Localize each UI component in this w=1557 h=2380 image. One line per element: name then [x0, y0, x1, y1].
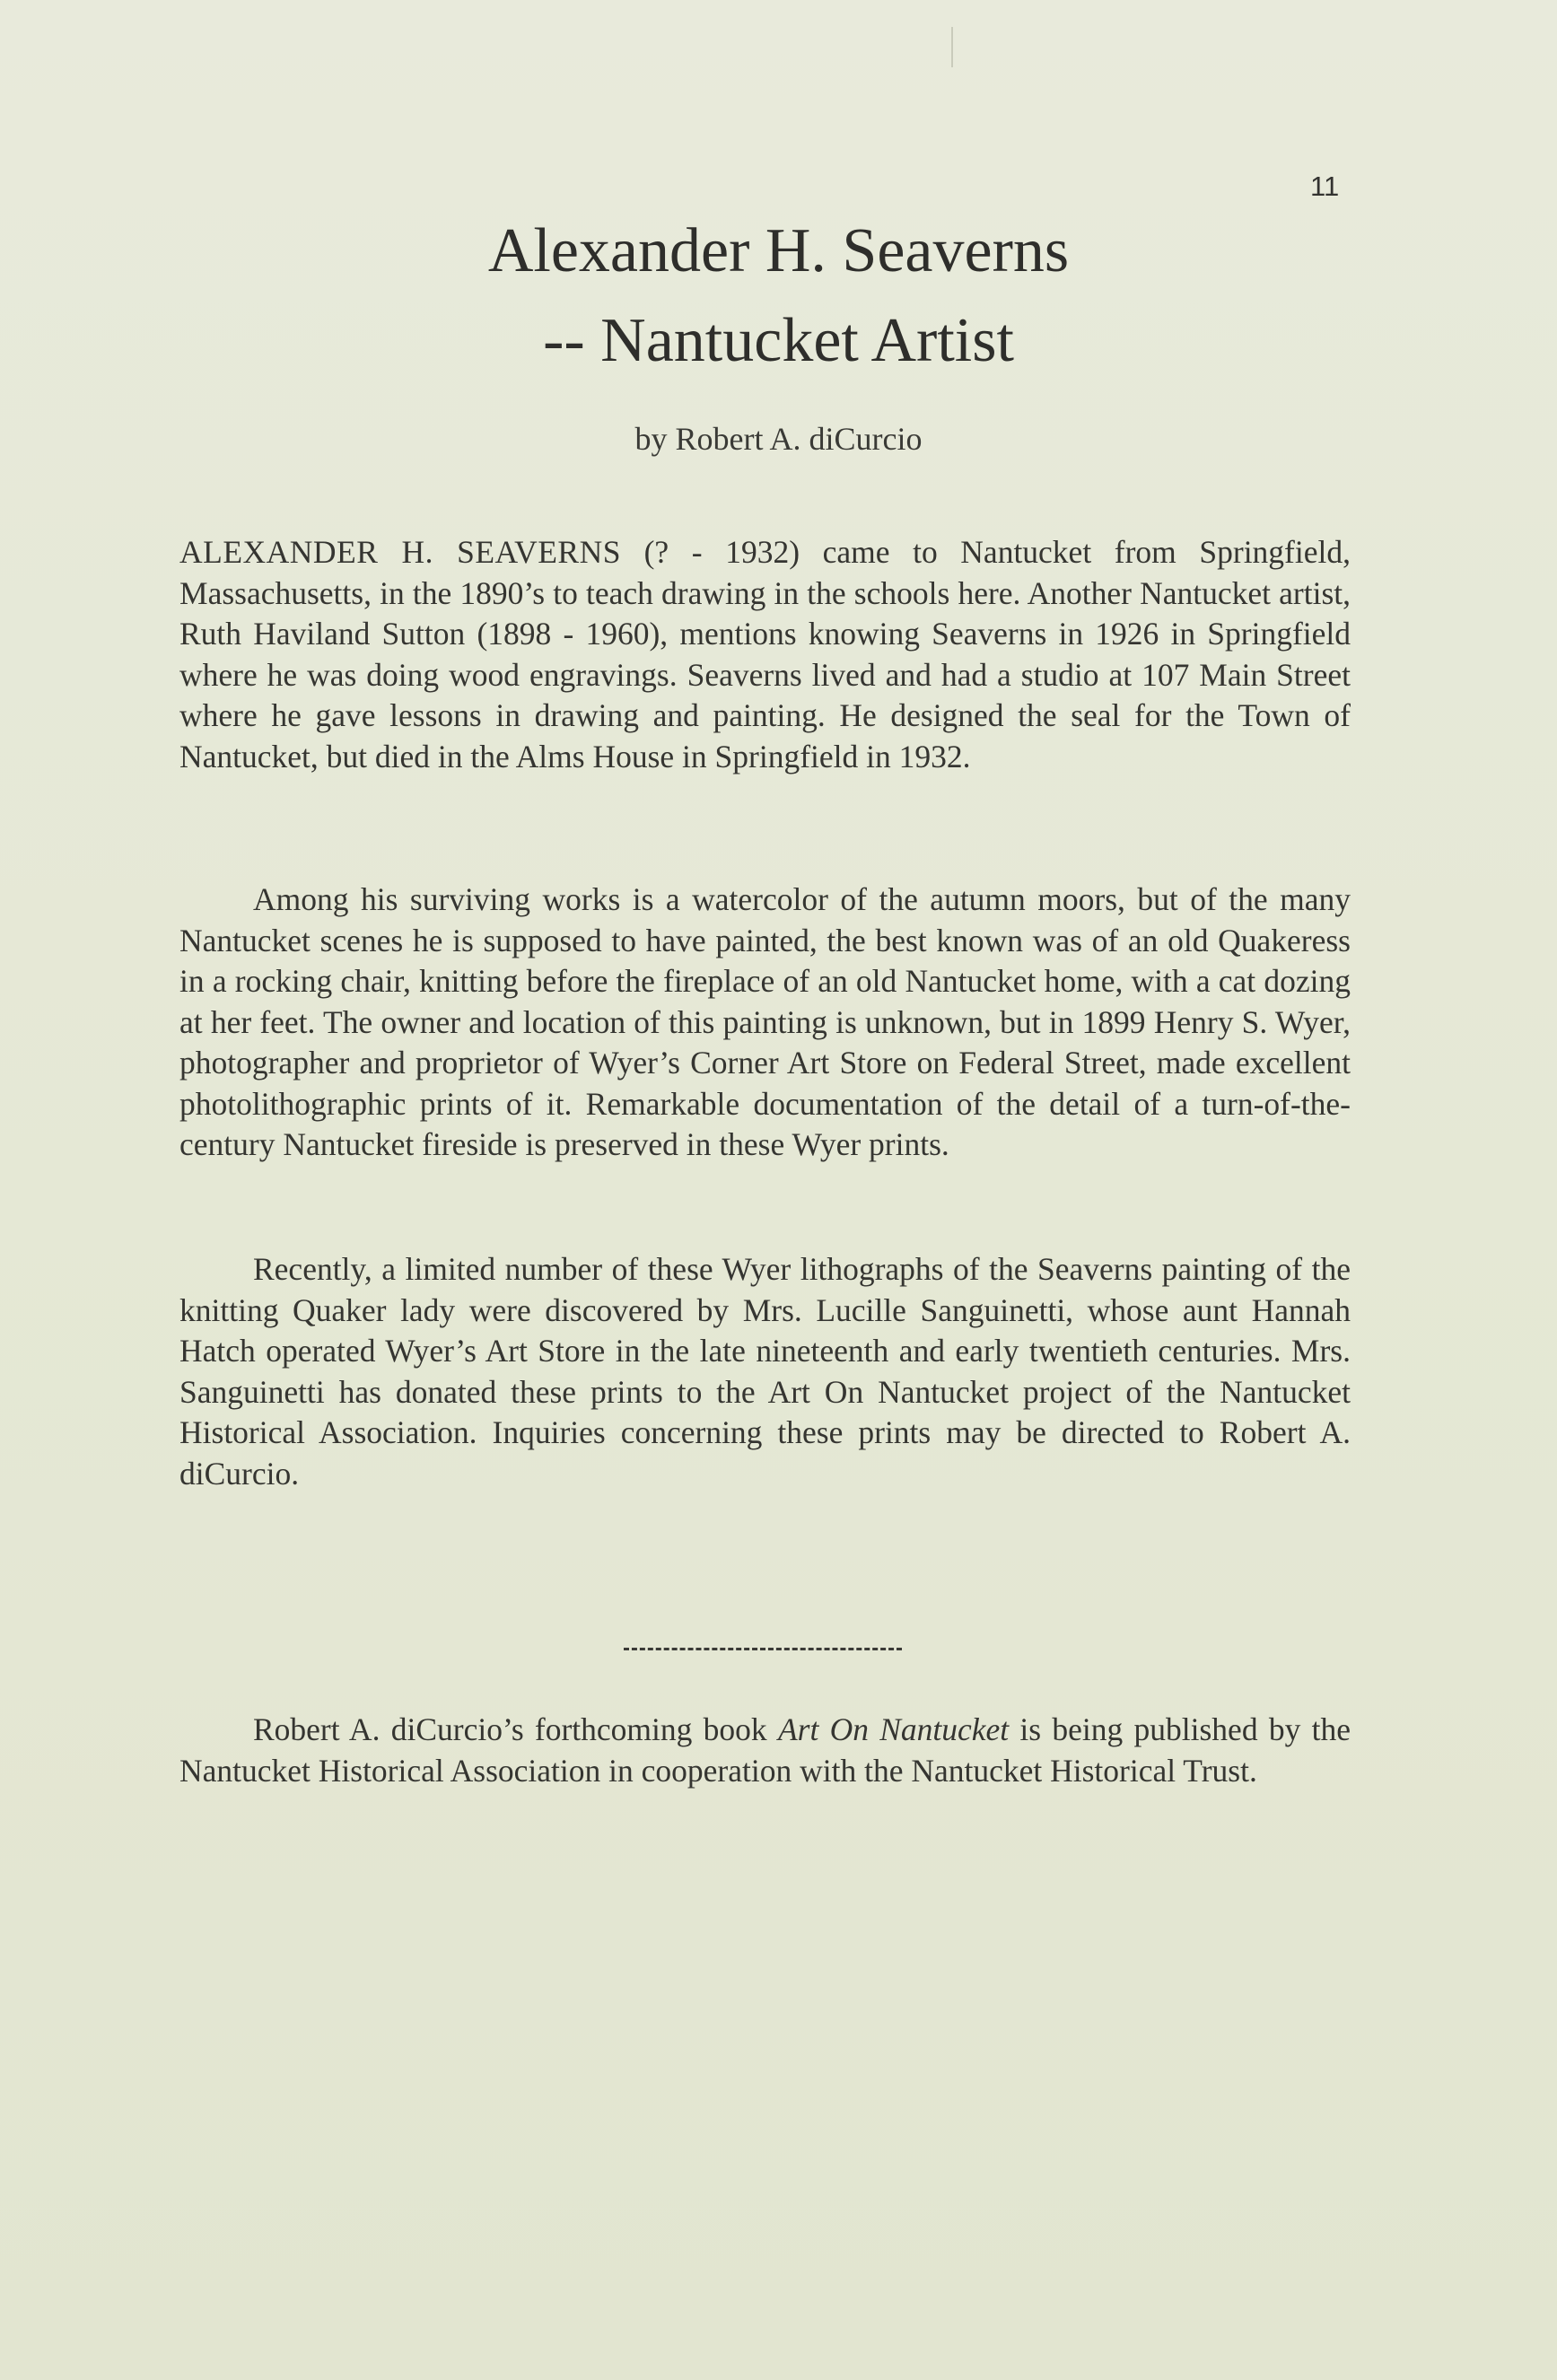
article-title-line-2: -- Nantucket Artist: [543, 306, 1014, 375]
paragraph-intro: [179, 532, 1351, 777]
author-note-before: Robert A. diCurcio’s forthcoming book: [253, 1711, 778, 1747]
page-number: 11: [1310, 171, 1340, 202]
paragraph-surviving-works: Among his surviving works is a watercolor of the autumn moors, but of the many Nantucket scenes he is supposed to have painted, the best known was of an old Quakeress in a rocking chair, knitting before the fireplace of an old Nantucket home, with a cat dozing at her feet. The owner and location of this painting is unknown, but in 1899 Henry S. Wyer, photographer and proprietor of Wyer’s Corner Art Store on Federal Street, made excellent photolithographic prints of it. Remarkable documentation of the detail of a turn-of-the-century Nantucket fireside is preserved in these Wyer prints.: [179, 881, 1351, 1162]
paragraph-intro-lead: ALEXANDER H. SEAVERNS: [179, 534, 621, 570]
paragraph-intro-body: (? - 1932) came to Nantucket from Springfield, Massachusetts, in the 1890’s to teach drawing in the schools here. Another Nantucket artist, Ruth Haviland Sutton (1898 - 1960), mentions knowing Seaverns in 1926 in Springfield where he was doing wood engravings. Seaverns lived and had a studio at 107 Main Street where he gave lessons in drawing and painting. He designed the seal for the Town of Nantucket, but died in the Alms House in Springfield in 1932.: [179, 534, 1351, 774]
page-crease-mark: [951, 27, 953, 67]
paragraph-wyer-lithographs: Recently, a limited number of these Wyer lithographs of the Seaverns painting of the knitting Quaker lady were discovered by Mrs. Lucille Sanguinetti, whose aunt Hannah Hatch operated Wyer’s Art Store in the late nineteenth and early twentieth centuries. Mrs. Sanguinetti has donated these prints to the Art On Nantucket project of the Nantucket Historical Association. Inquiries concerning these prints may be directed to Robert A. diCurcio.: [179, 1251, 1351, 1492]
author-note: [179, 1710, 1351, 1791]
book-title: Art On Nantucket: [777, 1711, 1010, 1747]
article-title: [0, 206, 1557, 386]
article-byline: by Robert A. diCurcio: [634, 421, 923, 457]
section-divider: [624, 1648, 902, 1650]
author-note-after: is being published by the Nantucket Historical Association in cooperation with the Nantucket Historical Trust.: [179, 1711, 1351, 1789]
article-title-line-1: Alexander H. Seaverns: [487, 216, 1070, 285]
